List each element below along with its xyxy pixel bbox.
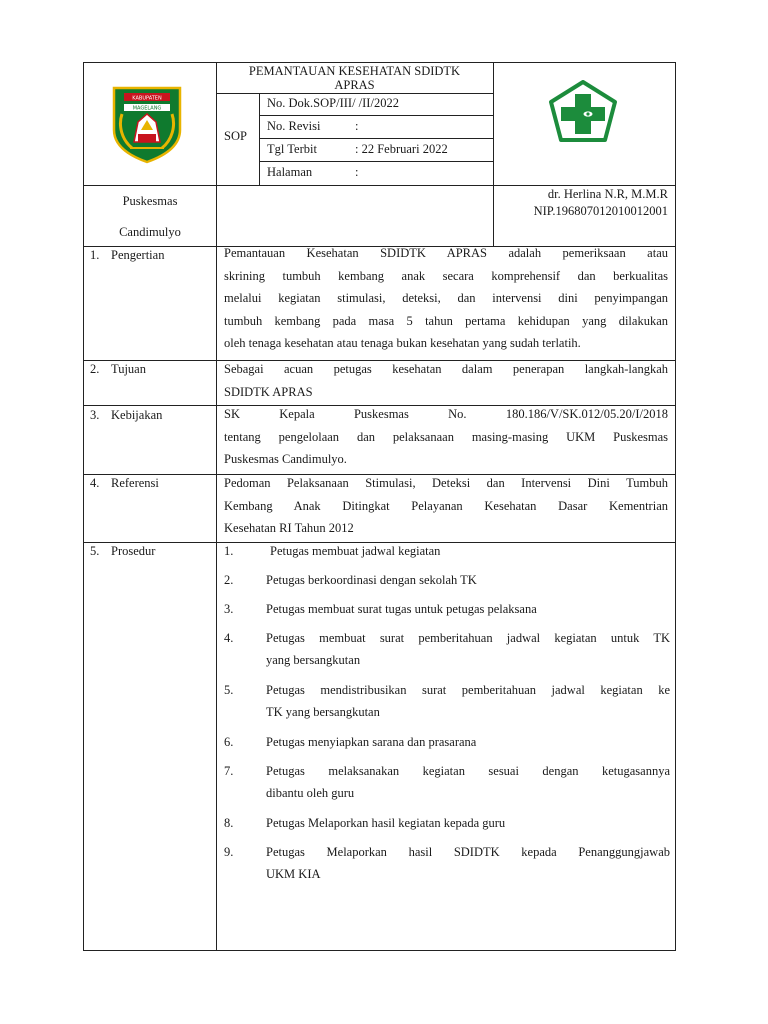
puskesmas-name [84, 186, 216, 248]
sop-divider [259, 93, 260, 185]
revisi-label: No. Revisi [267, 119, 321, 133]
section-4-label: Referensi [111, 476, 159, 490]
step-line: Petugas Melaporkan hasil kegiatan kepada guru [266, 816, 506, 830]
halaman-label: Halaman [267, 165, 313, 179]
title-line-2: APRAS [334, 78, 375, 92]
terbit-underline [259, 161, 493, 162]
section-1-text [224, 242, 668, 355]
revisi-underline [259, 138, 493, 139]
section-4-line-2: Kembang Anak Ditingkat Pelayanan Kesehatan Dasar Kementrian [224, 498, 668, 513]
signer-name: dr. Herlina N.R, M.M.R [547, 187, 668, 201]
step-number: 6. [224, 735, 234, 749]
signer-nip: NIP.196807012010012001 [533, 204, 668, 218]
section-4-number: 4. [90, 476, 100, 490]
step-line: Petugas membuat jadwal kegiatan [270, 544, 441, 558]
section-3-line-2: tentang pengelolaan dan pelaksanaan masing-masing UKM Puskesmas [224, 429, 668, 444]
step-line: Petugas Melaporkan hasil SDIDTK kepada Penanggungjawab [266, 845, 670, 859]
emblem-bottom-text: MAGELANG [132, 105, 162, 112]
section-3-number: 3. [90, 408, 100, 422]
step-line: Petugas melaksanakan kegiatan sesuai dengan ketugasannya [266, 764, 670, 778]
sop-label: SOP [224, 129, 247, 143]
signer-block [499, 186, 668, 220]
section-2-label: Tujuan [111, 362, 146, 376]
step-line: UKM KIA [266, 867, 321, 881]
step-number: 5. [224, 683, 234, 697]
step-number: 3. [224, 602, 234, 616]
table-border-bottom [83, 950, 676, 951]
step-number: 4. [224, 631, 234, 645]
section-1-line-3: melalui kegiatan stimulasi, deteksi, dan intervensi dini penyimpangan [224, 291, 668, 306]
puskesmas-name-line-1: Puskesmas [122, 194, 178, 208]
section-3-line-3: Puskesmas Candimulyo. [224, 452, 347, 467]
header-divider-right [493, 62, 494, 247]
step-line: yang bersangkutan [266, 653, 361, 667]
step-line: Petugas membuat surat pemberitahuan jadwal kegiatan untuk TK [266, 631, 670, 645]
step-number: 8. [224, 816, 234, 830]
step-number: 2. [224, 573, 234, 587]
docno-underline [259, 115, 493, 116]
emblem-top-text: KABUPATEN [132, 95, 162, 102]
section-5-number: 5. [90, 544, 100, 558]
doc-number: No. Dok.SOP/III/ /II/2022 [267, 96, 399, 110]
section-2-line-1: Sebagai acuan petugas kesehatan dalam penerapan langkah-langkah [224, 362, 668, 376]
section-4-text [224, 472, 668, 540]
table-border-right [675, 62, 676, 951]
section-1-line-5: oleh tenaga kesehatan atau tenaga bukan kesehatan yang sudah terlatih. [224, 336, 581, 351]
step-line: TK yang bersangkutan [266, 705, 380, 719]
section-4-line-3: Kesehatan RI Tahun 2012 [224, 521, 354, 536]
section-2-number: 2. [90, 362, 100, 376]
section-2-text [224, 358, 668, 403]
halaman-value: : [355, 165, 359, 179]
label-column-divider [216, 246, 217, 951]
step-line: Petugas mendistribusikan surat pemberitahuan jadwal kegiatan ke [266, 683, 670, 697]
table-border-top [83, 62, 676, 63]
section-3-text [224, 403, 668, 471]
section-1-line-2: skrining tumbuh kembang anak secara komprehensif dan berkualitas [224, 268, 668, 283]
section-1-line-1: Pemantauan Kesehatan SDIDTK APRAS adalah pemeriksaan atau [224, 246, 668, 260]
terbit-label: Tgl Terbit [267, 142, 317, 156]
step-line: Petugas berkoordinasi dengan sekolah TK [266, 573, 477, 587]
step-line: dibantu oleh guru [266, 786, 355, 800]
step-number: 9. [224, 845, 234, 859]
section-1-number: 1. [90, 248, 100, 262]
section-5-label: Prosedur [111, 544, 156, 558]
step-line: Petugas membuat surat tugas untuk petugas pelaksana [266, 602, 537, 616]
section-4-line-1: Pedoman Pelaksanaan Stimulasi, Deteksi dan Intervensi Dini Tumbuh [224, 476, 668, 490]
step-number: 7. [224, 764, 234, 778]
puskesmas-name-line-2: Candimulyo [119, 225, 181, 239]
section-2-line-2: SDIDTK APRAS [224, 384, 313, 399]
section-3-line-1: SK Kepala Puskesmas No. 180.186/V/SK.012/05.20/I/2018 [224, 407, 668, 421]
step-number: 1. [224, 544, 234, 558]
regency-emblem-icon [108, 84, 186, 164]
step-line: Petugas menyiapkan sarana dan prasarana [266, 735, 477, 749]
revisi-value: : [355, 119, 359, 133]
section-3-label: Kebijakan [111, 408, 163, 422]
section-1-line-4: tumbuh kembang pada masa 5 tahun pertama kehidupan yang dilakukan [224, 313, 668, 328]
title-line-1: PEMANTAUAN KESEHATAN SDIDTK [248, 64, 461, 78]
section-1-label: Pengertian [111, 248, 165, 262]
puskesmas-logo-icon [547, 80, 619, 146]
document-title [216, 64, 493, 92]
title-underline [216, 93, 493, 94]
terbit-value: : 22 Februari 2022 [355, 142, 448, 156]
